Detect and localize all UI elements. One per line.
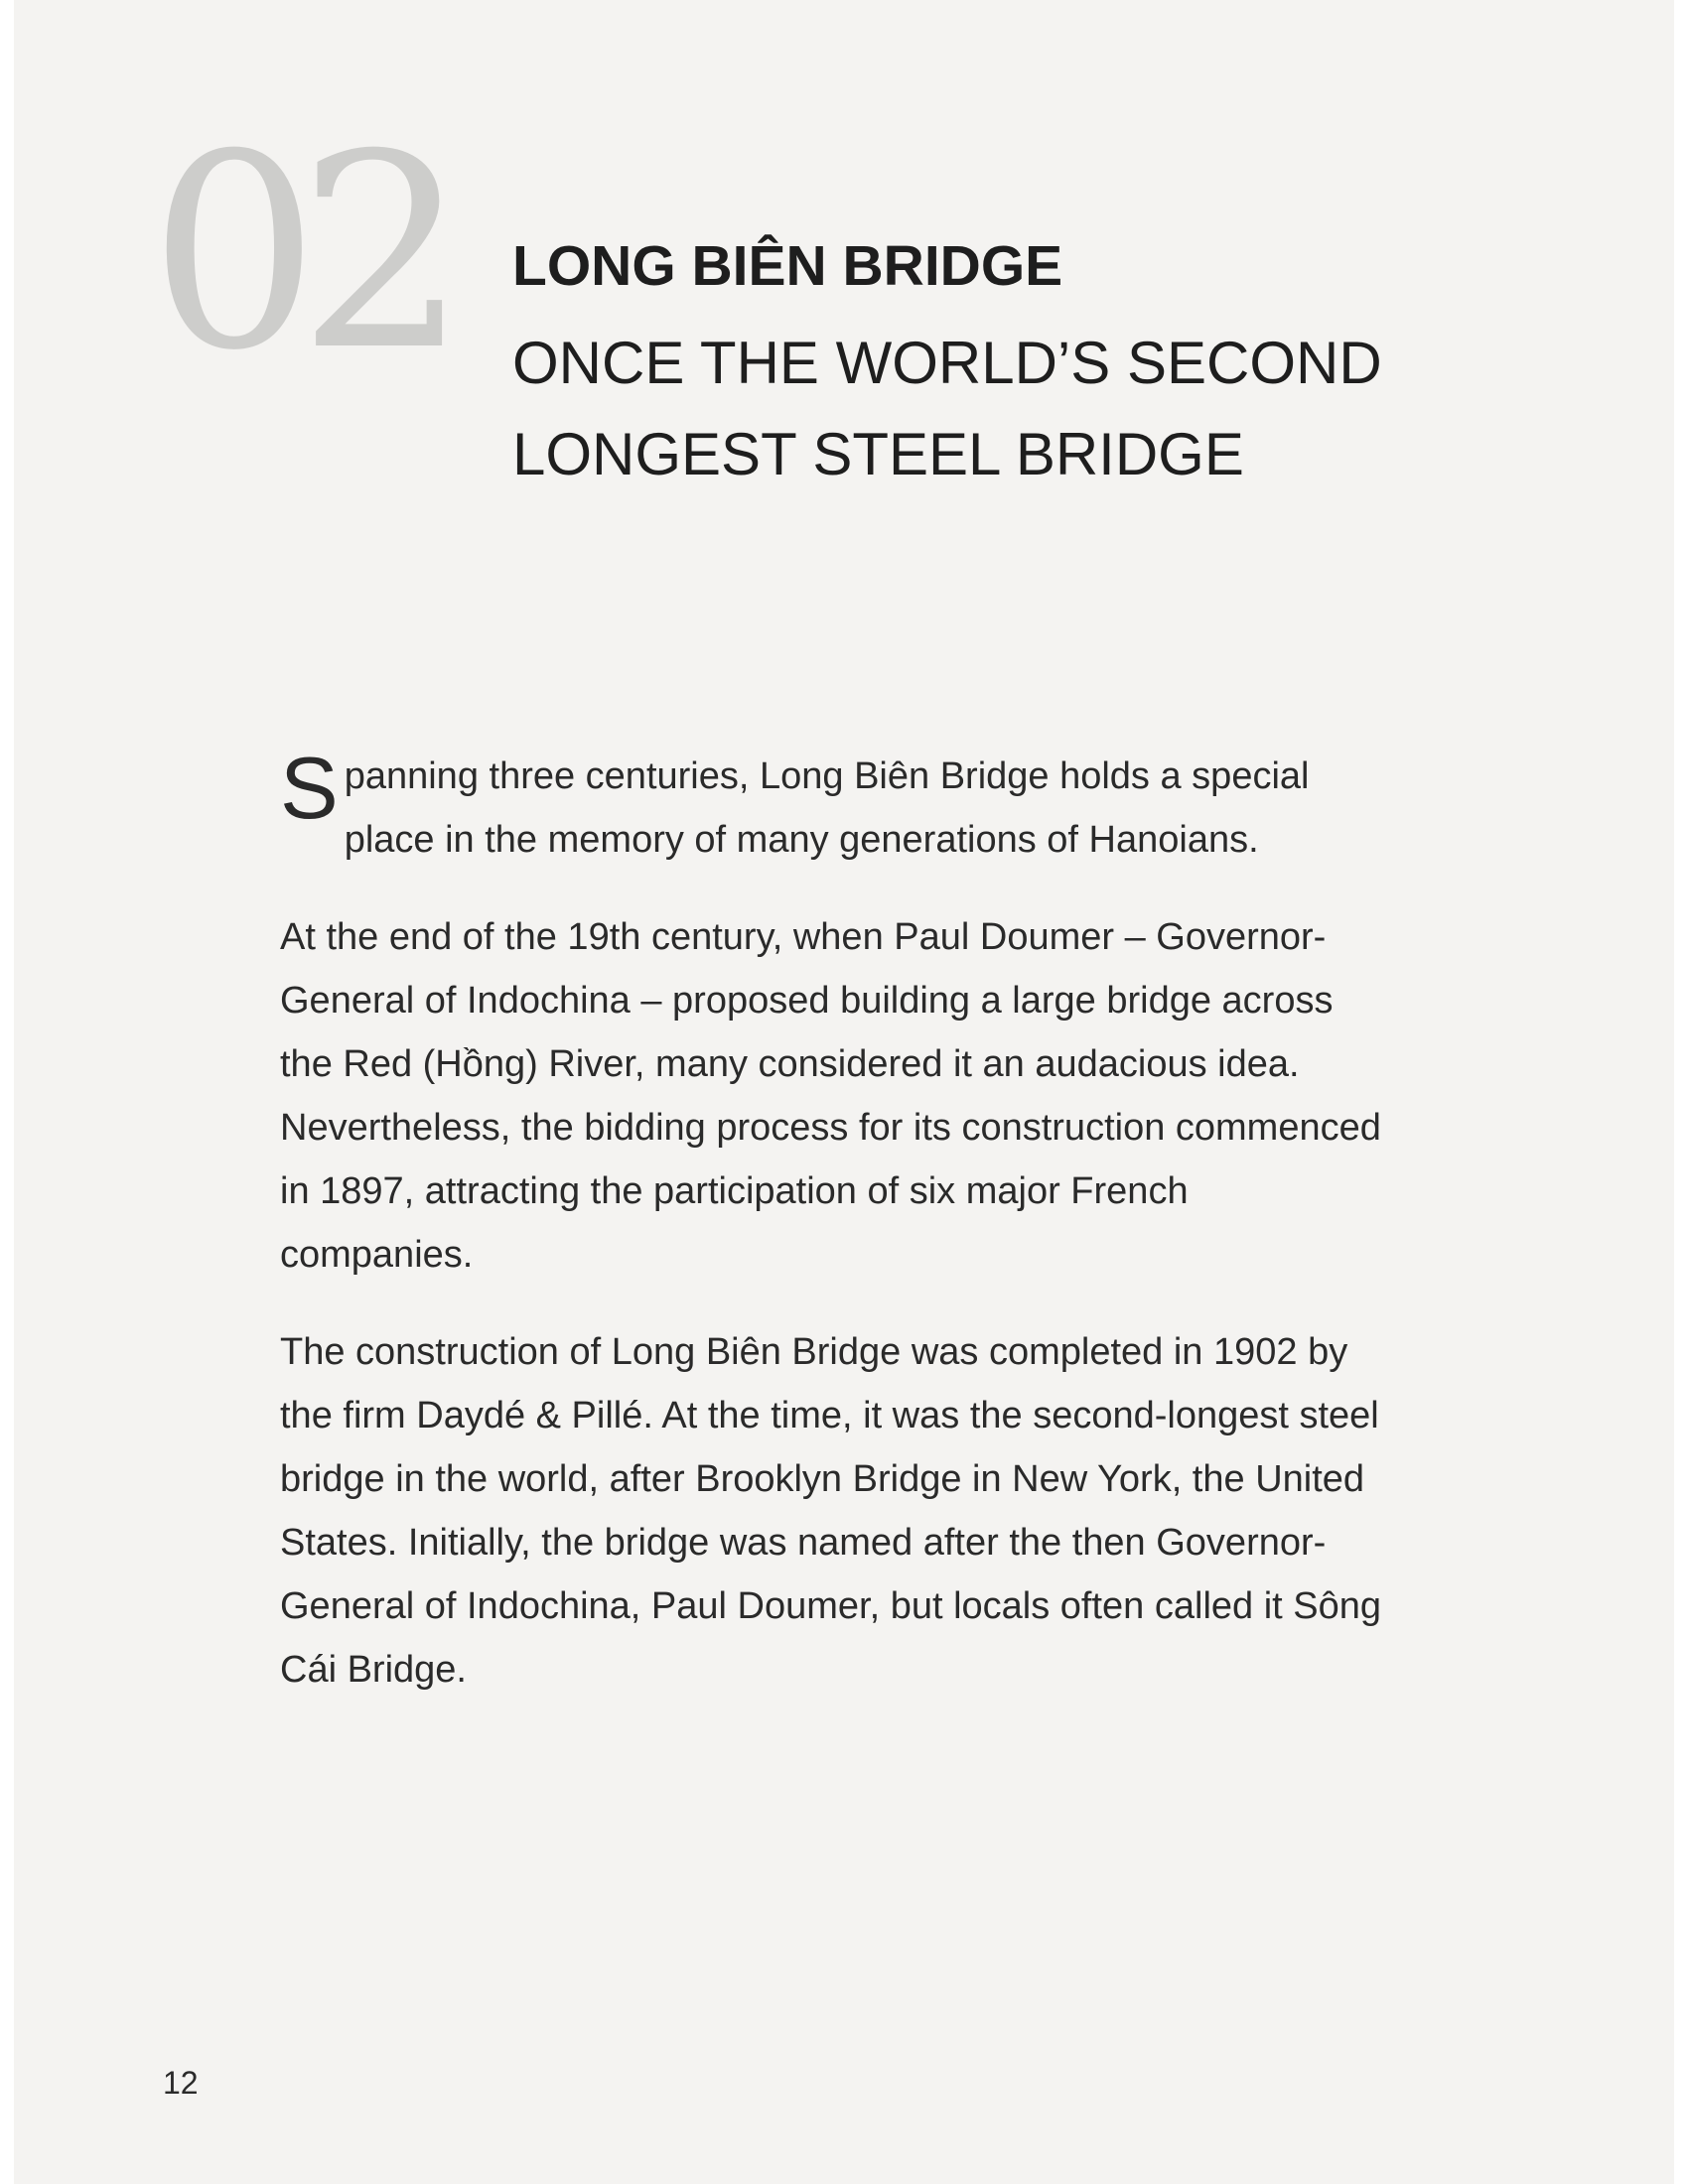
- paragraph-intro: [280, 739, 1382, 872]
- chapter-heading: [512, 230, 1505, 500]
- paragraph-construction: The construction of Long Biên Bridge was completed in 1902 by the firm Daydé & Pillé. At the time, it was the second-longest steel bridge in the world, after Brooklyn Bridge in New York, the United States. Initially, the bridge was named after the then Governor-General of Indochina, Paul Doumer, but locals often called it Sông Cái Bridge.: [280, 1331, 1382, 1691]
- chapter-number: 02: [149, 96, 447, 409]
- chapter-title: LONG BIÊN BRIDGE: [512, 234, 1063, 298]
- paragraph-history: At the end of the 19th century, when Paul Doumer – Governor-General of Indochina – proposed building a large bridge across the Red (Hồng) River, many considered it an audacious idea. Nevertheless, the bidding process for its construction commenced in 1897, attracting the participation of six major French companies.: [280, 916, 1381, 1276]
- article-body: [280, 739, 1382, 1735]
- page: [14, 0, 1674, 2184]
- page-number: 12: [163, 2065, 199, 2101]
- chapter-subtitle-line-2: LONGEST STEEL BRIDGE: [512, 421, 1244, 487]
- chapter-subtitle-line-1: ONCE THE WORLD’S SECOND: [512, 330, 1382, 396]
- drop-cap: S: [280, 739, 339, 837]
- paragraph-intro-text: panning three centuries, Long Biên Bridge holds a special place in the memory of many generations of Hanoians.: [344, 755, 1310, 861]
